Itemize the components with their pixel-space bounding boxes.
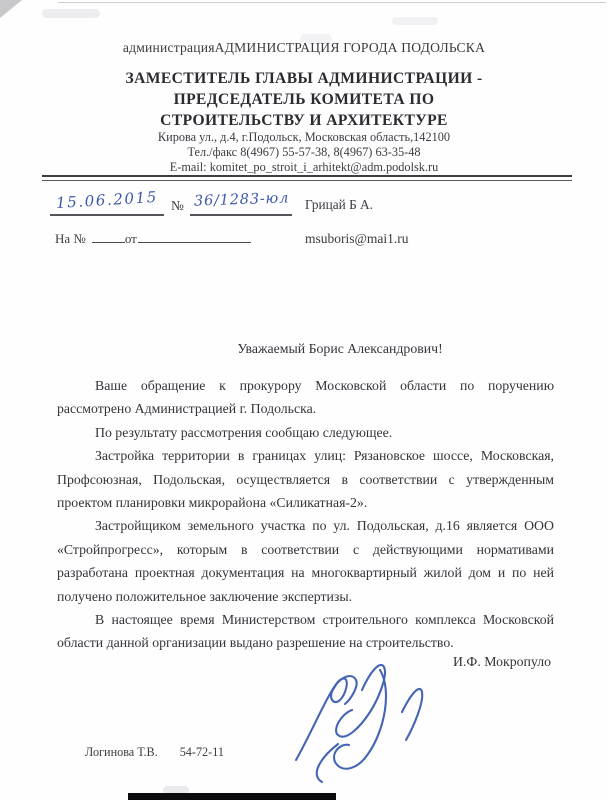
incoming-number-blank xyxy=(92,229,125,243)
phone-fax-line: Тел./факс 8(4967) 55-57-38, 8(4967) 63-35-48 xyxy=(187,144,421,159)
executor-line xyxy=(85,745,224,760)
salutation: Уважаемый Борис Александрович! xyxy=(237,341,443,356)
letterhead-divider xyxy=(42,175,572,181)
recipient-email: msuboris@mai1.ru xyxy=(305,231,409,246)
department-title xyxy=(0,68,608,131)
executor-phone: 54-72-11 xyxy=(179,745,224,759)
paragraph: В настоящее время Министерством строительного комплекса Московской области данной организации выдано разрешение на строительство. xyxy=(57,612,554,651)
na-no-label: На № xyxy=(55,231,86,246)
paragraph: Застройка территории в границах улиц: Рязановское шоссе, Московская, Профсоюзная, Подольская, осуществляется в соответствии с утвержденным проектом планировки микрорайона «Силикатная-2». xyxy=(57,448,554,511)
scan-bottom-bar-artifact xyxy=(128,793,336,800)
organization-name: администрацияАДМИНИСТРАЦИЯ ГОРОДА ПОДОЛЬСКА xyxy=(122,40,486,55)
contact-block xyxy=(0,130,608,174)
number-underline xyxy=(190,214,292,216)
incoming-date-blank xyxy=(138,229,251,243)
department-title-line1: ЗАМЕСТИТЕЛЬ ГЛАВЫ АДМИНИСТРАЦИИ - xyxy=(125,70,483,87)
scan-edge-line xyxy=(58,2,606,3)
ot-label: от xyxy=(124,231,137,246)
scan-smudge xyxy=(42,9,100,18)
letter-body xyxy=(57,374,554,655)
handwritten-date: 15.06.2015 xyxy=(55,187,159,213)
handwritten-outgoing-number: 36/1283-юл xyxy=(193,190,290,210)
incoming-reference-row xyxy=(55,229,251,247)
number-sign: № xyxy=(171,198,184,213)
scan-corner-artifact xyxy=(0,0,22,18)
postal-address: Кирова ул., д.4, г.Подольск, Московская область,142100 xyxy=(157,130,451,144)
email-line: E-mail: komitet_po_stroit_i_arhitekt@adm.podolsk.ru xyxy=(169,159,439,174)
signer-name: И.Ф. Мокропуло xyxy=(453,654,551,669)
department-title-line2: ПРЕДСЕДАТЕЛЬ КОМИТЕТА ПО xyxy=(173,91,435,108)
department-title-line3: СТРОИТЕЛЬСТВУ И АРХИТЕКТУРЕ xyxy=(160,112,448,129)
paragraph: По результату рассмотрения сообщаю следующее. xyxy=(95,424,393,440)
recipient-name: Грицай Б А. xyxy=(305,197,373,212)
date-underline xyxy=(50,214,164,216)
executor-name: Логинова Т.В. xyxy=(85,745,158,759)
handwritten-signature xyxy=(282,648,462,786)
paragraph: Ваше обращение к прокурору Московской области по поручению рассмотрено Администрацией г. Подольска. xyxy=(57,378,554,417)
scan-smudge xyxy=(392,17,438,25)
paragraph: Застройщиком земельного участка по ул. Подольская, д.16 является ООО «Стройпрогресс», которым в соответствии с действующими нормативами разработана проектная документация на многоквартирный жилой дом и по ней получено положительное заключение экспертизы. xyxy=(57,518,554,604)
